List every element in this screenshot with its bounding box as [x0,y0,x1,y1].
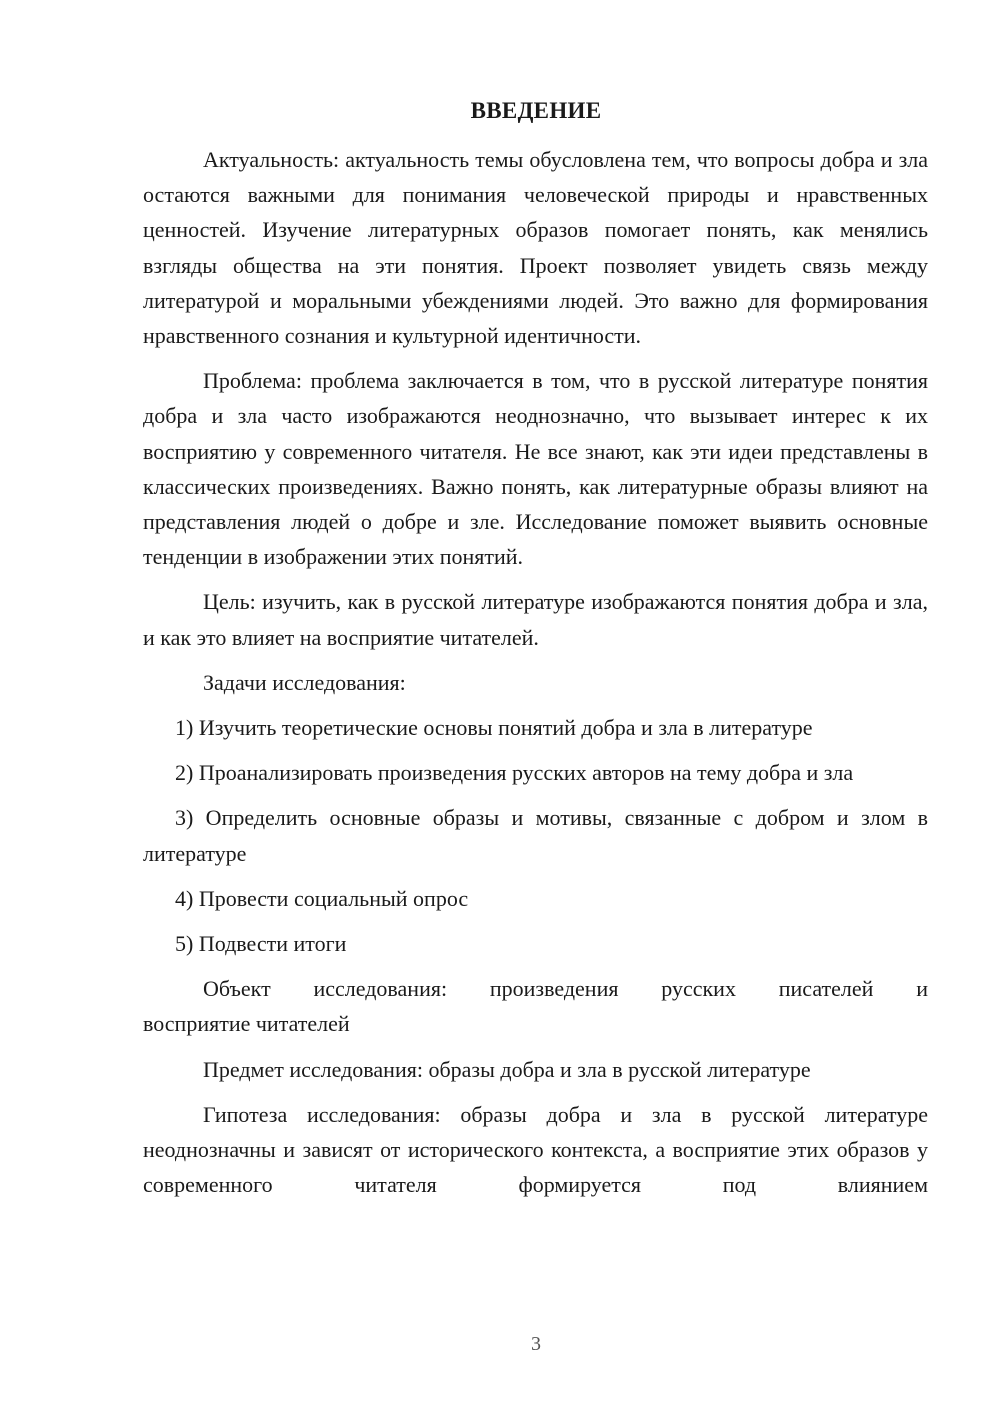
tasks-heading: Задачи исследования: [203,669,406,695]
object-paragraph [143,971,928,1041]
task-item: 2) Проанализировать произведения русских авторов на тему добра и зла [175,760,854,786]
task-item: 3) Определить основные образы и мотивы, связанные с добром и злом в литературе [143,805,928,866]
goal-paragraph: Цель: изучить, как в русской литературе изображаются понятия добра и зла, и как это влияет на восприятие читателей. [143,589,928,650]
subject-paragraph: Предмет исследования: образы добра и зла в русской литературе [203,1056,811,1082]
hypothesis-paragraph: Гипотеза исследования: образы добра и зла в русской литературе неоднозначны и зависят от исторического контекста, а восприятие этих образов у современного читателя формируется под влиянием [143,1101,928,1198]
task-item: 5) Подвести итоги [175,931,347,957]
task-item: 4) Провести социальный опрос [175,885,469,911]
section-title: ВВЕДЕНИЕ [470,98,602,123]
object-line-2: восприятие читателей [143,1011,350,1037]
page-number: 3 [531,1333,541,1355]
object-line-1: Объект исследования: произведения русских писателей и [203,976,928,1002]
relevance-paragraph: Актуальность: актуальность темы обусловлена тем, что вопросы добра и зла остаются важными для понимания человеческой природы и нравственных ценностей. Изучение литературных образов помогает понять, как менялись взгляды общества на эти понятия. Проект позволяет увидеть связь между литературой и моральными убеждениями людей. Это важно для формирования нравственного сознания и культурной идентичности. [143,147,928,349]
problem-paragraph: Проблема: проблема заключается в том, что в русской литературе понятия добра и зла часто изображаются неоднозначно, что вызывает интерес к их восприятию у современного читателя. Не все знают, как эти идеи представлены в классических произведениях. Важно понять, как литературные образы влияют на представления людей о добре и зле. Исследование поможет выявить основные тенденции в изображении этих понятий. [143,368,928,570]
task-item: 1) Изучить теоретические основы понятий добра и зла в литературе [175,715,813,741]
document-body [143,142,928,1212]
